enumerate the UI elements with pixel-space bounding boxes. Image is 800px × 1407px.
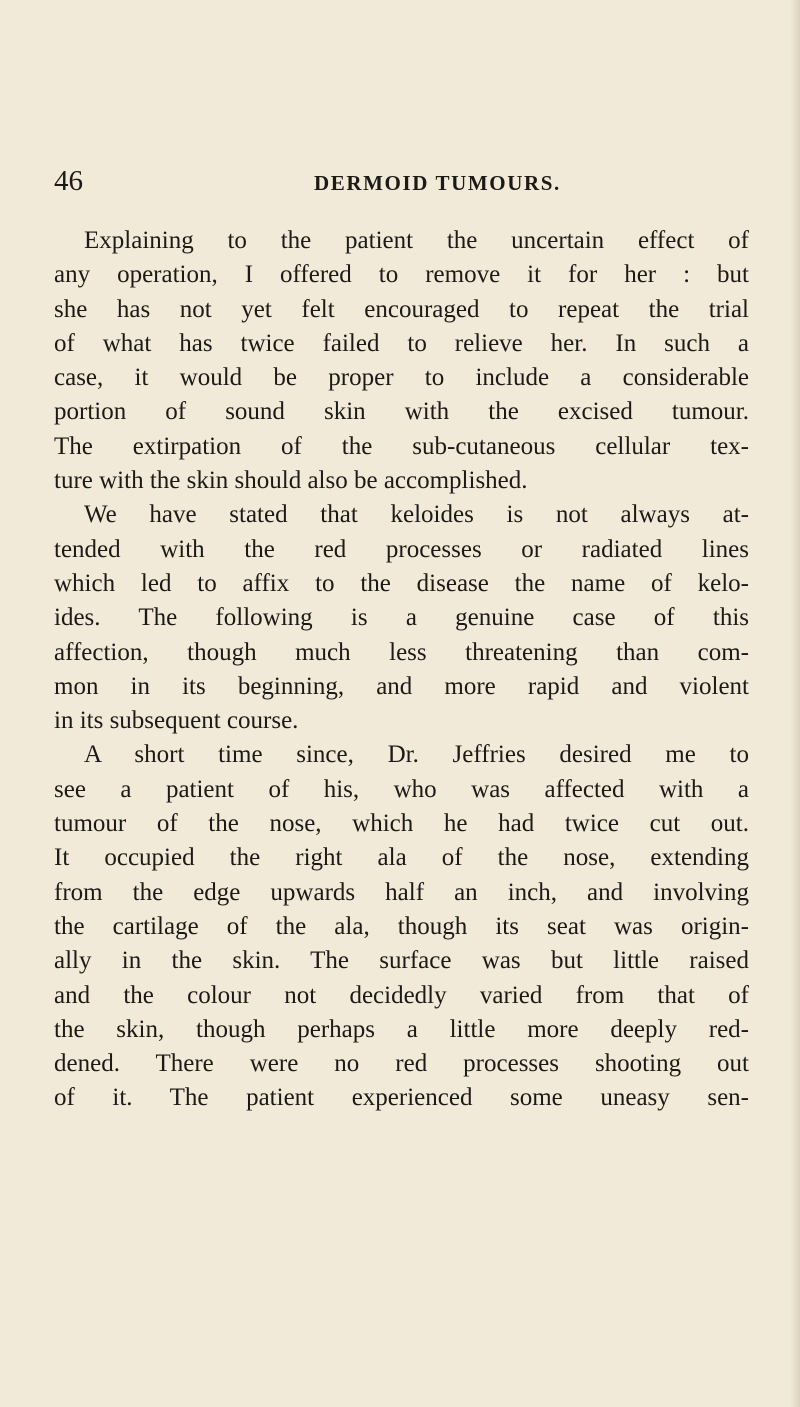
text-line: We have stated that keloides is not always at- [84, 501, 749, 529]
text-line: the cartilage of the ala, though its seat was origin- [54, 912, 749, 940]
text-line: ture with the skin should also be accomplished. [54, 467, 528, 495]
running-header [54, 163, 754, 199]
text-line: see a patient of his, who was affected with a [54, 775, 749, 803]
text-line: ally in the skin. The surface was but little raised [54, 947, 749, 975]
text-line: from the edge upwards half an inch, and involving [54, 878, 749, 906]
text-line: tumour of the nose, which he had twice cut out. [54, 810, 749, 838]
body-text [54, 224, 749, 1116]
text-line: dened. There were no red processes shooting out [54, 1050, 749, 1078]
text-line: and the colour not decidedly varied from that of [54, 981, 749, 1009]
text-line: portion of sound skin with the excised tumour. [54, 398, 749, 426]
text-line: she has not yet felt encouraged to repeat the trial [54, 295, 749, 323]
text-line: any operation, I offered to remove it for her : but [54, 261, 749, 289]
text-line: affection, though much less threatening than com- [54, 638, 749, 666]
text-line: ides. The following is a genuine case of this [54, 604, 749, 632]
text-line: of it. The patient experienced some uneasy sen- [54, 1084, 749, 1112]
text-line: mon in its beginning, and more rapid and violent [54, 672, 749, 700]
text-line: the skin, though perhaps a little more deeply red- [54, 1015, 749, 1043]
text-line: It occupied the right ala of the nose, extending [54, 844, 749, 872]
text-line: A short time since, Dr. Jeffries desired me to [84, 741, 749, 769]
page-number: 46 [54, 165, 83, 197]
text-line: tended with the red processes or radiated lines [54, 535, 749, 563]
text-line: Explaining to the patient the uncertain effect of [84, 227, 749, 254]
text-line: in its subsequent course. [54, 707, 299, 735]
text-line: which led to affix to the disease the name of kelo- [54, 569, 749, 597]
running-title: DERMOID TUMOURS. [314, 171, 561, 195]
text-line: The extirpation of the sub-cutaneous cellular tex- [54, 432, 749, 460]
text-line: of what has twice failed to relieve her. In such a [54, 329, 749, 357]
text-line: case, it would be proper to include a considerable [54, 364, 749, 392]
page-edge-shadow [790, 0, 800, 1407]
